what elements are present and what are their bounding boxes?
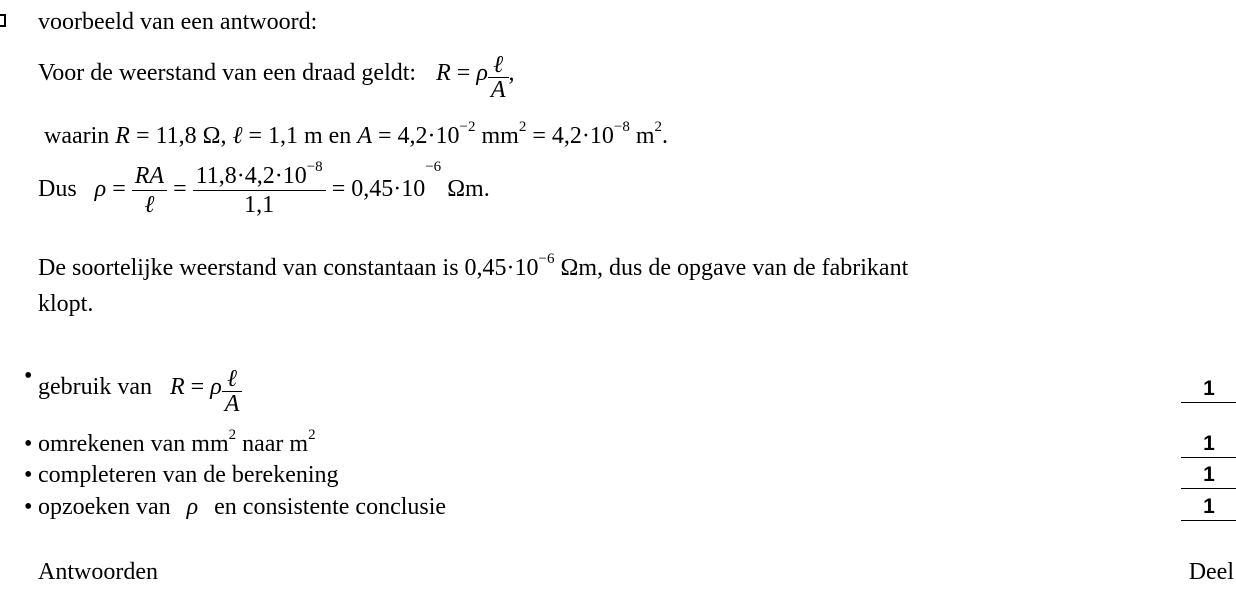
line1-comma: , xyxy=(508,60,515,87)
checkbox-marker xyxy=(0,14,6,27)
line3-fraction-1 xyxy=(132,164,167,217)
line3-result: = 0,45·10 xyxy=(331,176,426,203)
line3-f2-num xyxy=(193,159,326,191)
criterion-1-den: A xyxy=(224,391,240,417)
line2-exp1: −2 xyxy=(459,119,476,135)
line1-rho: ρ xyxy=(476,60,488,87)
footer-left: Antwoorden xyxy=(38,559,158,585)
formula-line-1 xyxy=(38,50,515,103)
bullet: • xyxy=(24,431,33,457)
criterion-1 xyxy=(24,363,242,417)
formula-line-2 xyxy=(44,119,668,149)
line4-unit: Ωm, xyxy=(554,255,604,281)
line4-text: De soortelijke weerstand van constantaan is xyxy=(38,255,459,281)
line3-result-exp: −6 xyxy=(425,159,442,175)
bullet: • xyxy=(24,363,33,389)
line1-den: A xyxy=(490,77,506,103)
line2-A: A xyxy=(357,123,372,149)
criterion-2-sq-a: 2 xyxy=(228,427,237,443)
criterion-1-score: 1 xyxy=(1181,378,1236,403)
line2-R: R xyxy=(115,123,130,149)
bullet: • xyxy=(24,462,33,488)
line2-l-value: = 1,1 m en xyxy=(248,123,352,149)
line3-eq1: = xyxy=(112,176,126,203)
line3-f2-num-exp: −8 xyxy=(306,159,323,175)
line4-rest: dus de opgave van de fabrikant xyxy=(609,255,909,281)
line3-eq2: = xyxy=(173,176,187,203)
criterion-1-R: R xyxy=(169,374,185,401)
line1-R: R xyxy=(436,60,451,87)
line2-mid2: = 4,2·10 xyxy=(526,123,614,149)
criterion-3 xyxy=(24,462,339,488)
criterion-1-eq: = xyxy=(190,374,205,401)
line1-num: ℓ xyxy=(488,53,509,78)
line2-end: . xyxy=(662,123,668,149)
criterion-4-score: 1 xyxy=(1181,496,1236,521)
line3-f1-num: RA xyxy=(132,164,167,191)
line2-mid1: mm xyxy=(475,123,519,149)
line3-unit: Ωm. xyxy=(441,176,490,203)
line1-text: Voor de weerstand van een draad geldt: xyxy=(38,60,417,87)
line3-rho: ρ xyxy=(94,176,107,203)
line2-text: waarin xyxy=(44,123,110,149)
criterion-2-text-b: naar m xyxy=(236,431,309,457)
line2-mid3: m xyxy=(629,123,655,149)
criterion-2 xyxy=(24,427,316,457)
line4-exp: −6 xyxy=(538,251,555,267)
criterion-2-sq-b: 2 xyxy=(308,427,316,443)
criterion-1-fraction xyxy=(222,367,243,416)
conclusion-line-2: klopt. xyxy=(38,291,94,317)
line2-exp2: −8 xyxy=(613,119,630,135)
criterion-1-text: gebruik van xyxy=(38,374,152,401)
line4-value: 0,45·10 xyxy=(464,255,539,281)
line3-f2-den: 1,1 xyxy=(244,192,275,218)
line2-l: ℓ xyxy=(232,123,243,149)
line3-fraction-2 xyxy=(193,159,326,218)
line2-R-value: = 11,8 Ω, xyxy=(135,123,227,149)
line2-sq2: 2 xyxy=(654,119,662,135)
line1-eq: = xyxy=(456,60,471,87)
bullet: • xyxy=(24,494,33,520)
criterion-4-rho: ρ xyxy=(186,494,199,520)
formula-line-3 xyxy=(38,159,490,218)
intro-line: voorbeeld van een antwoord: xyxy=(38,9,318,35)
criterion-3-score: 1 xyxy=(1181,464,1236,489)
criterion-4-text-b: en consistente conclusie xyxy=(214,494,447,520)
line2-A-value: = 4,2·10 xyxy=(377,123,460,149)
criterion-1-rho: ρ xyxy=(210,374,222,401)
criterion-2-text-a: omrekenen van mm xyxy=(38,431,229,457)
line3-f2-num-text: 11,8·4,2·10 xyxy=(195,163,307,189)
criterion-4-text-a: opzoeken van xyxy=(38,494,171,520)
criterion-4 xyxy=(24,494,447,520)
criterion-3-text: completeren van de berekening xyxy=(38,462,339,488)
criterion-1-num: ℓ xyxy=(222,367,243,392)
line2-sq1: 2 xyxy=(518,119,527,135)
line1-fraction xyxy=(488,53,509,102)
footer-right: Deel xyxy=(1188,559,1234,585)
conclusion-line xyxy=(38,251,909,281)
criterion-2-score: 1 xyxy=(1181,433,1236,458)
line3-f1-den: ℓ xyxy=(144,192,155,218)
line3-dus: Dus xyxy=(38,176,77,203)
